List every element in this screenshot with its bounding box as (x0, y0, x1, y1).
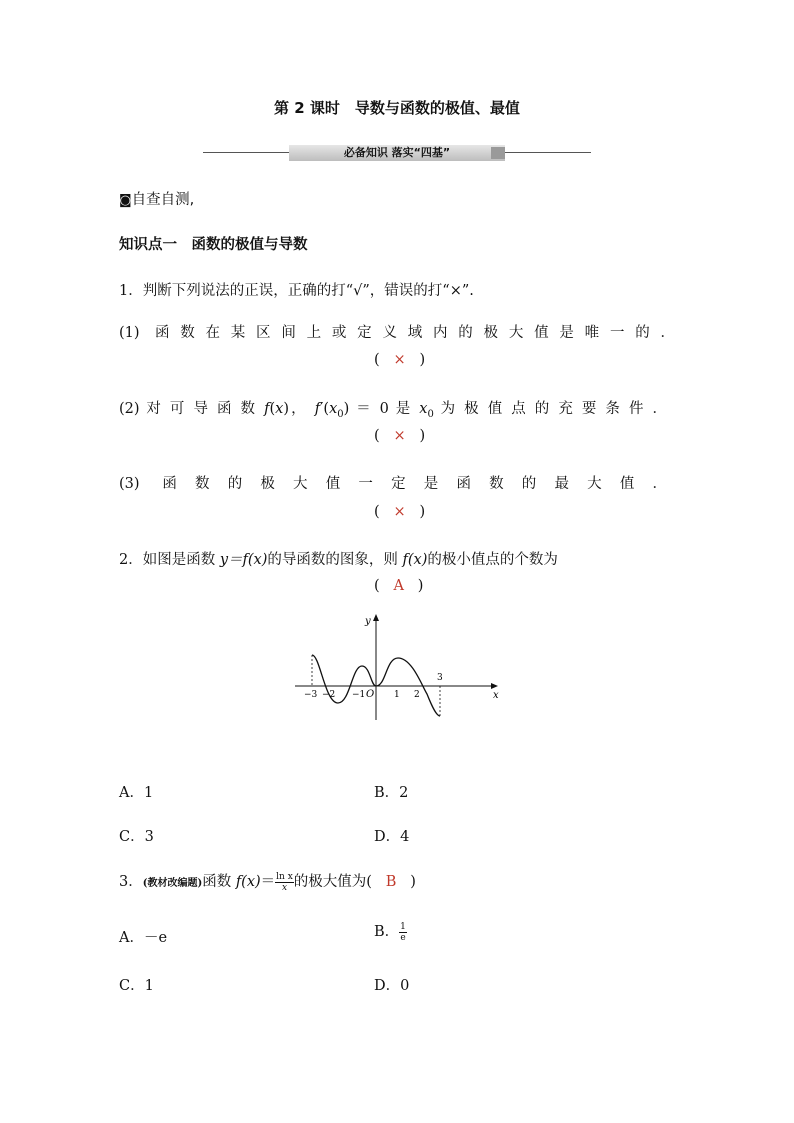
banner-label: 必备知识 落实“四基” (289, 145, 505, 161)
q1-item-3-answer: ( × ) (374, 504, 426, 520)
q3-option-d[interactable]: D．0 (374, 978, 410, 994)
q3-option-a[interactable]: A．－e (119, 930, 168, 946)
q1-item-2-answer: ( × ) (374, 428, 426, 444)
y-axis-arrow (373, 614, 379, 621)
q1-item-1: (1) 函数在某区间上或定义域内的极大值是唯一的． (119, 325, 676, 341)
q1-item-1-answer: ( × ) (374, 352, 426, 368)
q2-option-d[interactable]: D．4 (374, 829, 410, 845)
tick-label-neg3: −3 (304, 690, 318, 700)
tick-label-neg2: −2 (322, 690, 336, 700)
page-title: 第 2 课时 导数与函数的极值、最值 (274, 99, 520, 117)
banner-cap-right (491, 147, 505, 159)
tick-label-2: 2 (414, 690, 420, 700)
q1-stem: 1．判断下列说法的正误，正确的打“√”，错误的打“×”. (119, 283, 474, 299)
q2-option-a[interactable]: A．1 (119, 785, 154, 801)
derivative-graph (290, 608, 510, 723)
q1-item-2: (2) 对 可 导 函 数 f(x)， $f'(x_0) = 0$ 是 $x_0$ 为 极 值 点 的 充 要 条 件 ． (119, 401, 667, 420)
q3-fraction: $\frac{\text{ln x}}{x}$ (276, 871, 293, 893)
section-heading: ◙自查自测, (119, 192, 195, 208)
y-axis-label: y (365, 616, 371, 627)
x-axis-label: x (493, 690, 499, 701)
q3-option-c[interactable]: C．1 (119, 978, 154, 994)
q3-answer: B (385, 874, 397, 890)
banner-rule-left (203, 152, 289, 153)
q3-option-b-fraction: $\frac{1}{e}$ (400, 921, 406, 943)
knowledge-point-heading: 知识点一 函数的极值与导数 (119, 237, 308, 253)
q2-option-c[interactable]: C．3 (119, 829, 154, 845)
q2-option-b[interactable]: B．2 (374, 785, 409, 801)
tick-label-1: 1 (394, 690, 400, 700)
q3-stem: 3．(教材改编题)函数 f(x)＝ $\frac{\text{ln x}}{x}$ 的极大值为( B ) (119, 871, 416, 893)
q3-option-b[interactable]: B． $\frac{1}{e}$ (374, 921, 406, 943)
q2-stem: 2．如图是函数 y＝f(x)的导函数的图象，则 f(x)的极小值点的个数为 (119, 552, 558, 568)
tick-label-neg1: −1 (352, 690, 366, 700)
q2-answer: ( A ) (374, 578, 424, 594)
banner-rule-right (505, 152, 591, 153)
origin-label: O (366, 689, 375, 700)
section-banner (203, 145, 591, 161)
q1-item-3: (3) 函数的极大值一定是函数的最大值． (119, 476, 668, 492)
x-axis-arrow (491, 683, 498, 689)
tick-label-3: 3 (437, 673, 443, 683)
bullet-icon: ◙ (119, 193, 132, 208)
